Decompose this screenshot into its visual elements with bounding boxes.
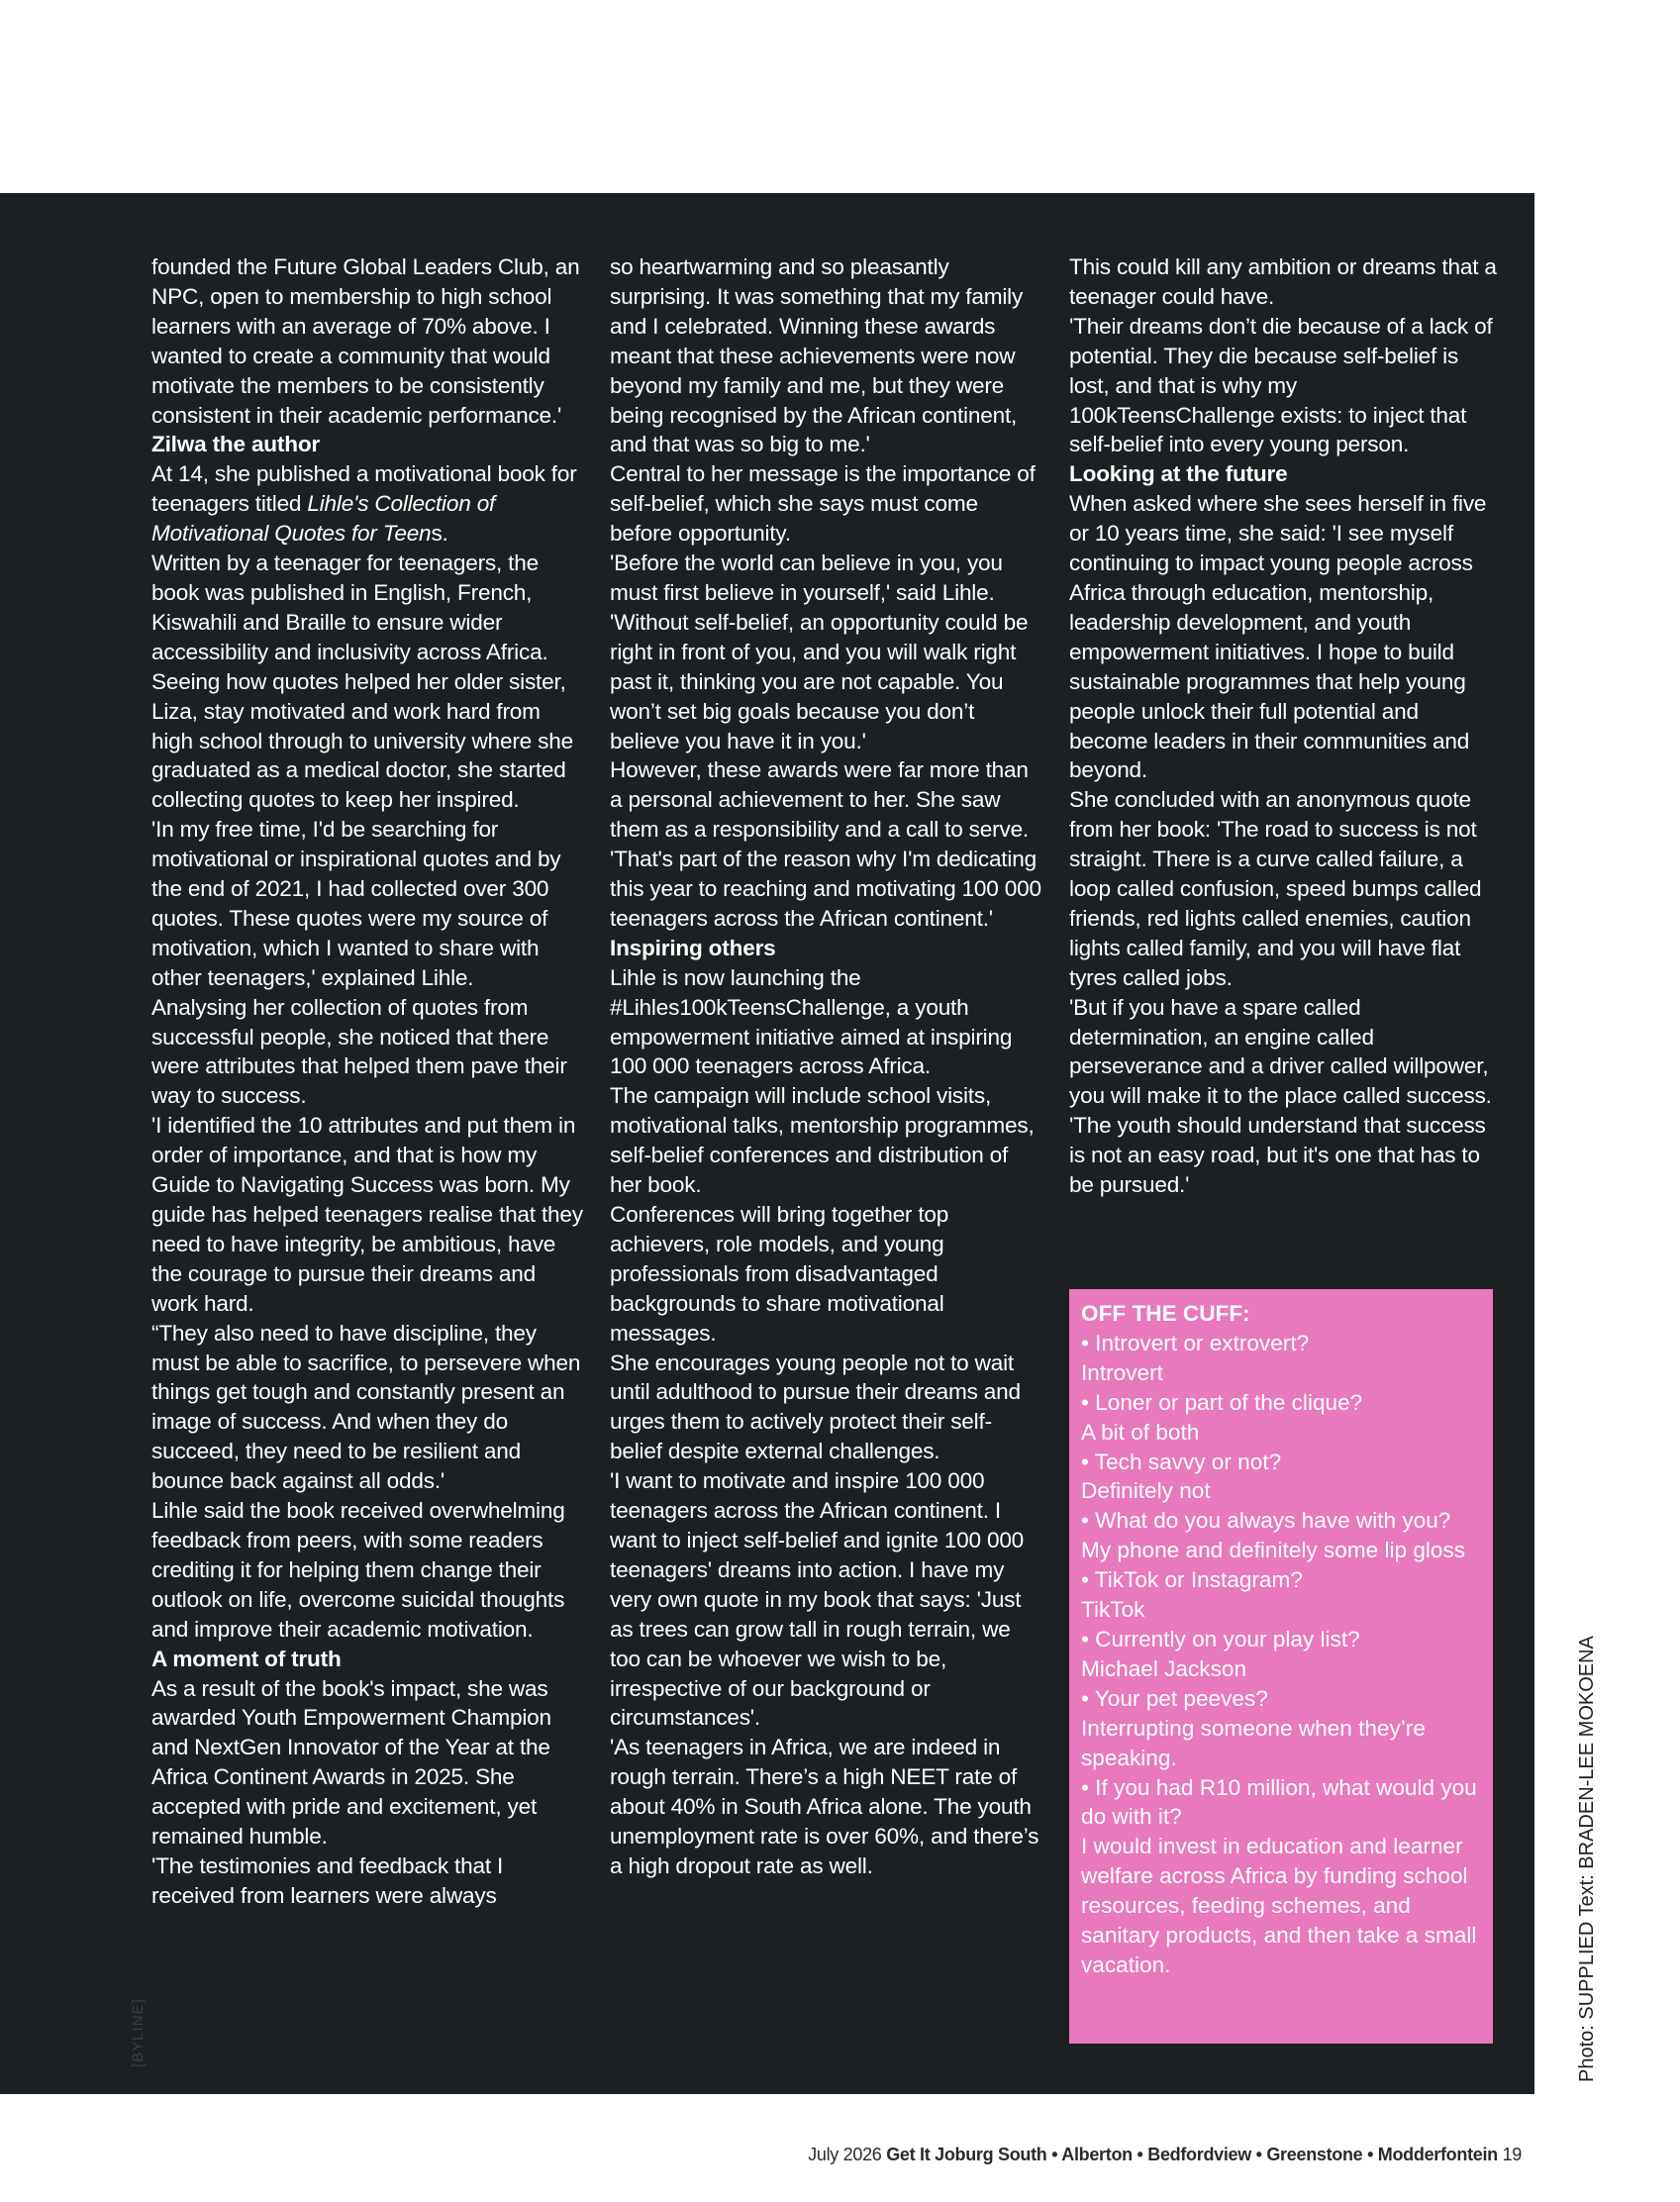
paragraph: 'But if you have a spare called determination, an engine called perseverance and a driver called willpower, you will make it to the place called success. <box>1069 994 1492 1109</box>
paragraph: 'The testimonies and feedback that I received from learners were always <box>151 1852 504 1908</box>
paragraph: 'The youth should understand that success is not an easy road, but it's one that has to be pursued.' <box>1069 1113 1486 1198</box>
off-the-cuff-box <box>1069 1289 1493 2044</box>
paragraph: This could kill any ambition or dreams that a teenager could have. <box>1069 254 1497 309</box>
cuff-answer: Introvert <box>1081 1359 1163 1385</box>
cuff-answer: I would invest in education and learner welfare across Africa by funding school resources, feeding schemes, and sanitary products, and then take a small vacation. <box>1081 1834 1477 1977</box>
paragraph: 'That's part of the reason why I'm dedicating this year to reaching and motivating 100 000 teenagers across the African continent.' <box>610 847 1041 931</box>
paragraph: When asked where she sees herself in five or 10 years time, she said: 'I see myself continuing to impact young people across Africa through education, mentorship, leadership development, and youth empowerment initiatives. I hope to build sustainable programmes that help young people unlock their full potential and become leaders in their communities and beyond. <box>1069 491 1487 783</box>
cuff-question: • Currently on your play list? <box>1081 1626 1360 1652</box>
paragraph: 'I want to motivate and inspire 100 000 teenagers across the African continent. I want to inject self-belief and ignite 100 000 teenagers' dreams into action. I have my very own quote in my book that says: 'Just as trees can grow tall in rough terrain, we too can be whoever we wish to be, irrespective of our background or circumstances'. <box>610 1468 1025 1731</box>
paragraph: Central to her message is the importance of self-belief, which she says must come before opportunity. <box>610 461 1036 547</box>
paragraph: “They also need to have discipline, they must be able to sacrifice, to persevere when things get tough and constantly present an image of success. And when they do succeed, they need to be resilient and bounce back against all odds.' <box>151 1320 581 1494</box>
article-column-2 <box>610 252 1043 1881</box>
paragraph: The campaign will include school visits, motivational talks, mentorship programmes, self-belief conferences and distribution of her book. <box>610 1083 1035 1198</box>
paragraph: 'Without self-belief, an opportunity could be right in front of you, and you will walk right past it, thinking you are not capable. You won’t set big goals because you don’t believe you have it in you.' <box>610 609 1029 753</box>
footer-publication: Get It Joburg South • Alberton • Bedfordview • Greenstone • Modderfontein <box>886 2145 1498 2164</box>
paragraph: Conferences will bring together top achievers, role models, and young professionals from disadvantaged backgrounds to share motivational messages. <box>610 1202 949 1346</box>
cuff-answer: A bit of both <box>1081 1419 1200 1445</box>
paragraph: Written by a teenager for teenagers, the book was published in English, French, Kiswahili and Braille to ensure wider accessibility and inclusivity across Africa. <box>151 550 548 664</box>
footer-date: July 2026 <box>808 2145 887 2164</box>
page-footer <box>808 2145 1522 2165</box>
paragraph: so heartwarming and so pleasantly surprising. It was something that my family and I celebrated. Winning these awards meant that these achievements were now beyond my family and me, but they were being recognised by the African continent, and that was so big to me.' <box>610 254 1024 457</box>
paragraph: However, these awards were far more than a personal achievement to her. She saw them as a responsibility and a call to serve. <box>610 757 1030 843</box>
paragraph: Analysing her collection of quotes from successful people, she noticed that there were attributes that helped them pave their way to success. <box>151 994 567 1109</box>
paragraph <box>151 459 585 549</box>
off-the-cuff-title: OFF THE CUFF: <box>1081 1301 1250 1326</box>
subheading: Looking at the future <box>1069 461 1288 487</box>
photo-credit: Photo: SUPPLIED Text: BRADEN-LEE MOKOENA <box>1576 1636 1598 2082</box>
cuff-question: • TikTok or Instagram? <box>1081 1567 1303 1593</box>
paragraph: founded the Future Global Leaders Club, an NPC, open to membership to high school learners with an average of 70% above. I wanted to create a community that would motivate the members to be consistently consistent in their academic performance.' <box>151 254 580 428</box>
paragraph: 'Before the world can believe in you, you must first believe in yourself,' said Lihle. <box>610 550 1003 605</box>
cuff-answer: TikTok <box>1081 1597 1145 1623</box>
paragraph: 'Their dreams don’t die because of a lack of potential. They die because self-belief is lost, and that is why my 100kTeensChallenge exists: to inject that self-belief into every young person. <box>1069 313 1493 457</box>
paragraph: As a result of the book's impact, she was awarded Youth Empowerment Champion and NextGen Innovator of the Year at the Africa Continent Awards in 2025. She accepted with pride and excitement, yet remained humble. <box>151 1675 551 1850</box>
paragraph: 'In my free time, I'd be searching for motivational or inspirational quotes and by the end of 2021, I had collected over 300 quotes. These quotes were my source of motivation, which I wanted to share with other teenagers,' explained Lihle. <box>151 817 561 990</box>
article-column-3 <box>1069 252 1503 1200</box>
paragraph-text: At 14, she published a motivational book for teenagers titled <box>151 461 577 517</box>
book-title: Lihle's Collection of Motivational Quotes for Teen <box>151 491 496 547</box>
paragraph-text: s. <box>431 521 448 547</box>
paragraph: 'I identified the 10 attributes and put them in order of importance, and that is how my Guide to Navigating Success was born. My guide has helped teenagers realise that they need to have integrity, be ambitious, have the courage to pursue their dreams and work hard. <box>151 1113 583 1316</box>
cuff-question: • Your pet peeves? <box>1081 1685 1268 1711</box>
page-number: 19 <box>1497 2145 1522 2164</box>
cuff-answer: My phone and definitely some lip gloss <box>1081 1538 1466 1563</box>
cuff-answer: Michael Jackson <box>1081 1655 1247 1681</box>
subheading: A moment of truth <box>151 1646 342 1671</box>
cuff-question: • Loner or part of the clique? <box>1081 1389 1363 1415</box>
cuff-question: • What do you always have with you? <box>1081 1508 1451 1534</box>
article-column-1 <box>151 252 585 1911</box>
cuff-answer: Definitely not <box>1081 1478 1211 1504</box>
cuff-question: • Introvert or extrovert? <box>1081 1330 1310 1355</box>
cuff-question: • If you had R10 million, what would you do with it? <box>1081 1774 1477 1830</box>
cuff-answer: Interrupting someone when they’re speaking. <box>1081 1715 1426 1770</box>
byline-placeholder: [BYLINE] <box>130 1998 147 2067</box>
paragraph: She concluded with an anonymous quote from her book: 'The road to success is not straight. There is a curve called failure, a loop called confusion, speed bumps called friends, red lights called enemies, caution lights called family, and you will have flat tyres called jobs. <box>1069 787 1482 990</box>
paragraph: Seeing how quotes helped her older sister, Liza, stay motivated and work hard from high school through to university where she graduated as a medical doctor, she started collecting quotes to keep her inspired. <box>151 668 573 813</box>
cuff-question: • Tech savvy or not? <box>1081 1449 1282 1474</box>
paragraph: Lihle is now launching the #Lihles100kTeensChallenge, a youth empowerment initiative aimed at inspiring 100 000 teenagers across Africa. <box>610 964 1013 1079</box>
subheading: Inspiring others <box>610 935 776 960</box>
subheading: Zilwa the author <box>151 432 321 457</box>
paragraph: 'As teenagers in Africa, we are indeed in rough terrain. There’s a high NEET rate of about 40% in South Africa alone. The youth unemployment rate is over 60%, and there’s a high dropout rate as well. <box>610 1735 1039 1878</box>
paragraph: Lihle said the book received overwhelming feedback from peers, with some readers crediting it for helping them change their outlook on life, overcome suicidal thoughts and improve their academic motivation. <box>151 1498 565 1642</box>
paragraph: She encourages young people not to wait until adulthood to pursue their dreams and urges them to actively protect their self-belief despite external challenges. <box>610 1350 1021 1464</box>
